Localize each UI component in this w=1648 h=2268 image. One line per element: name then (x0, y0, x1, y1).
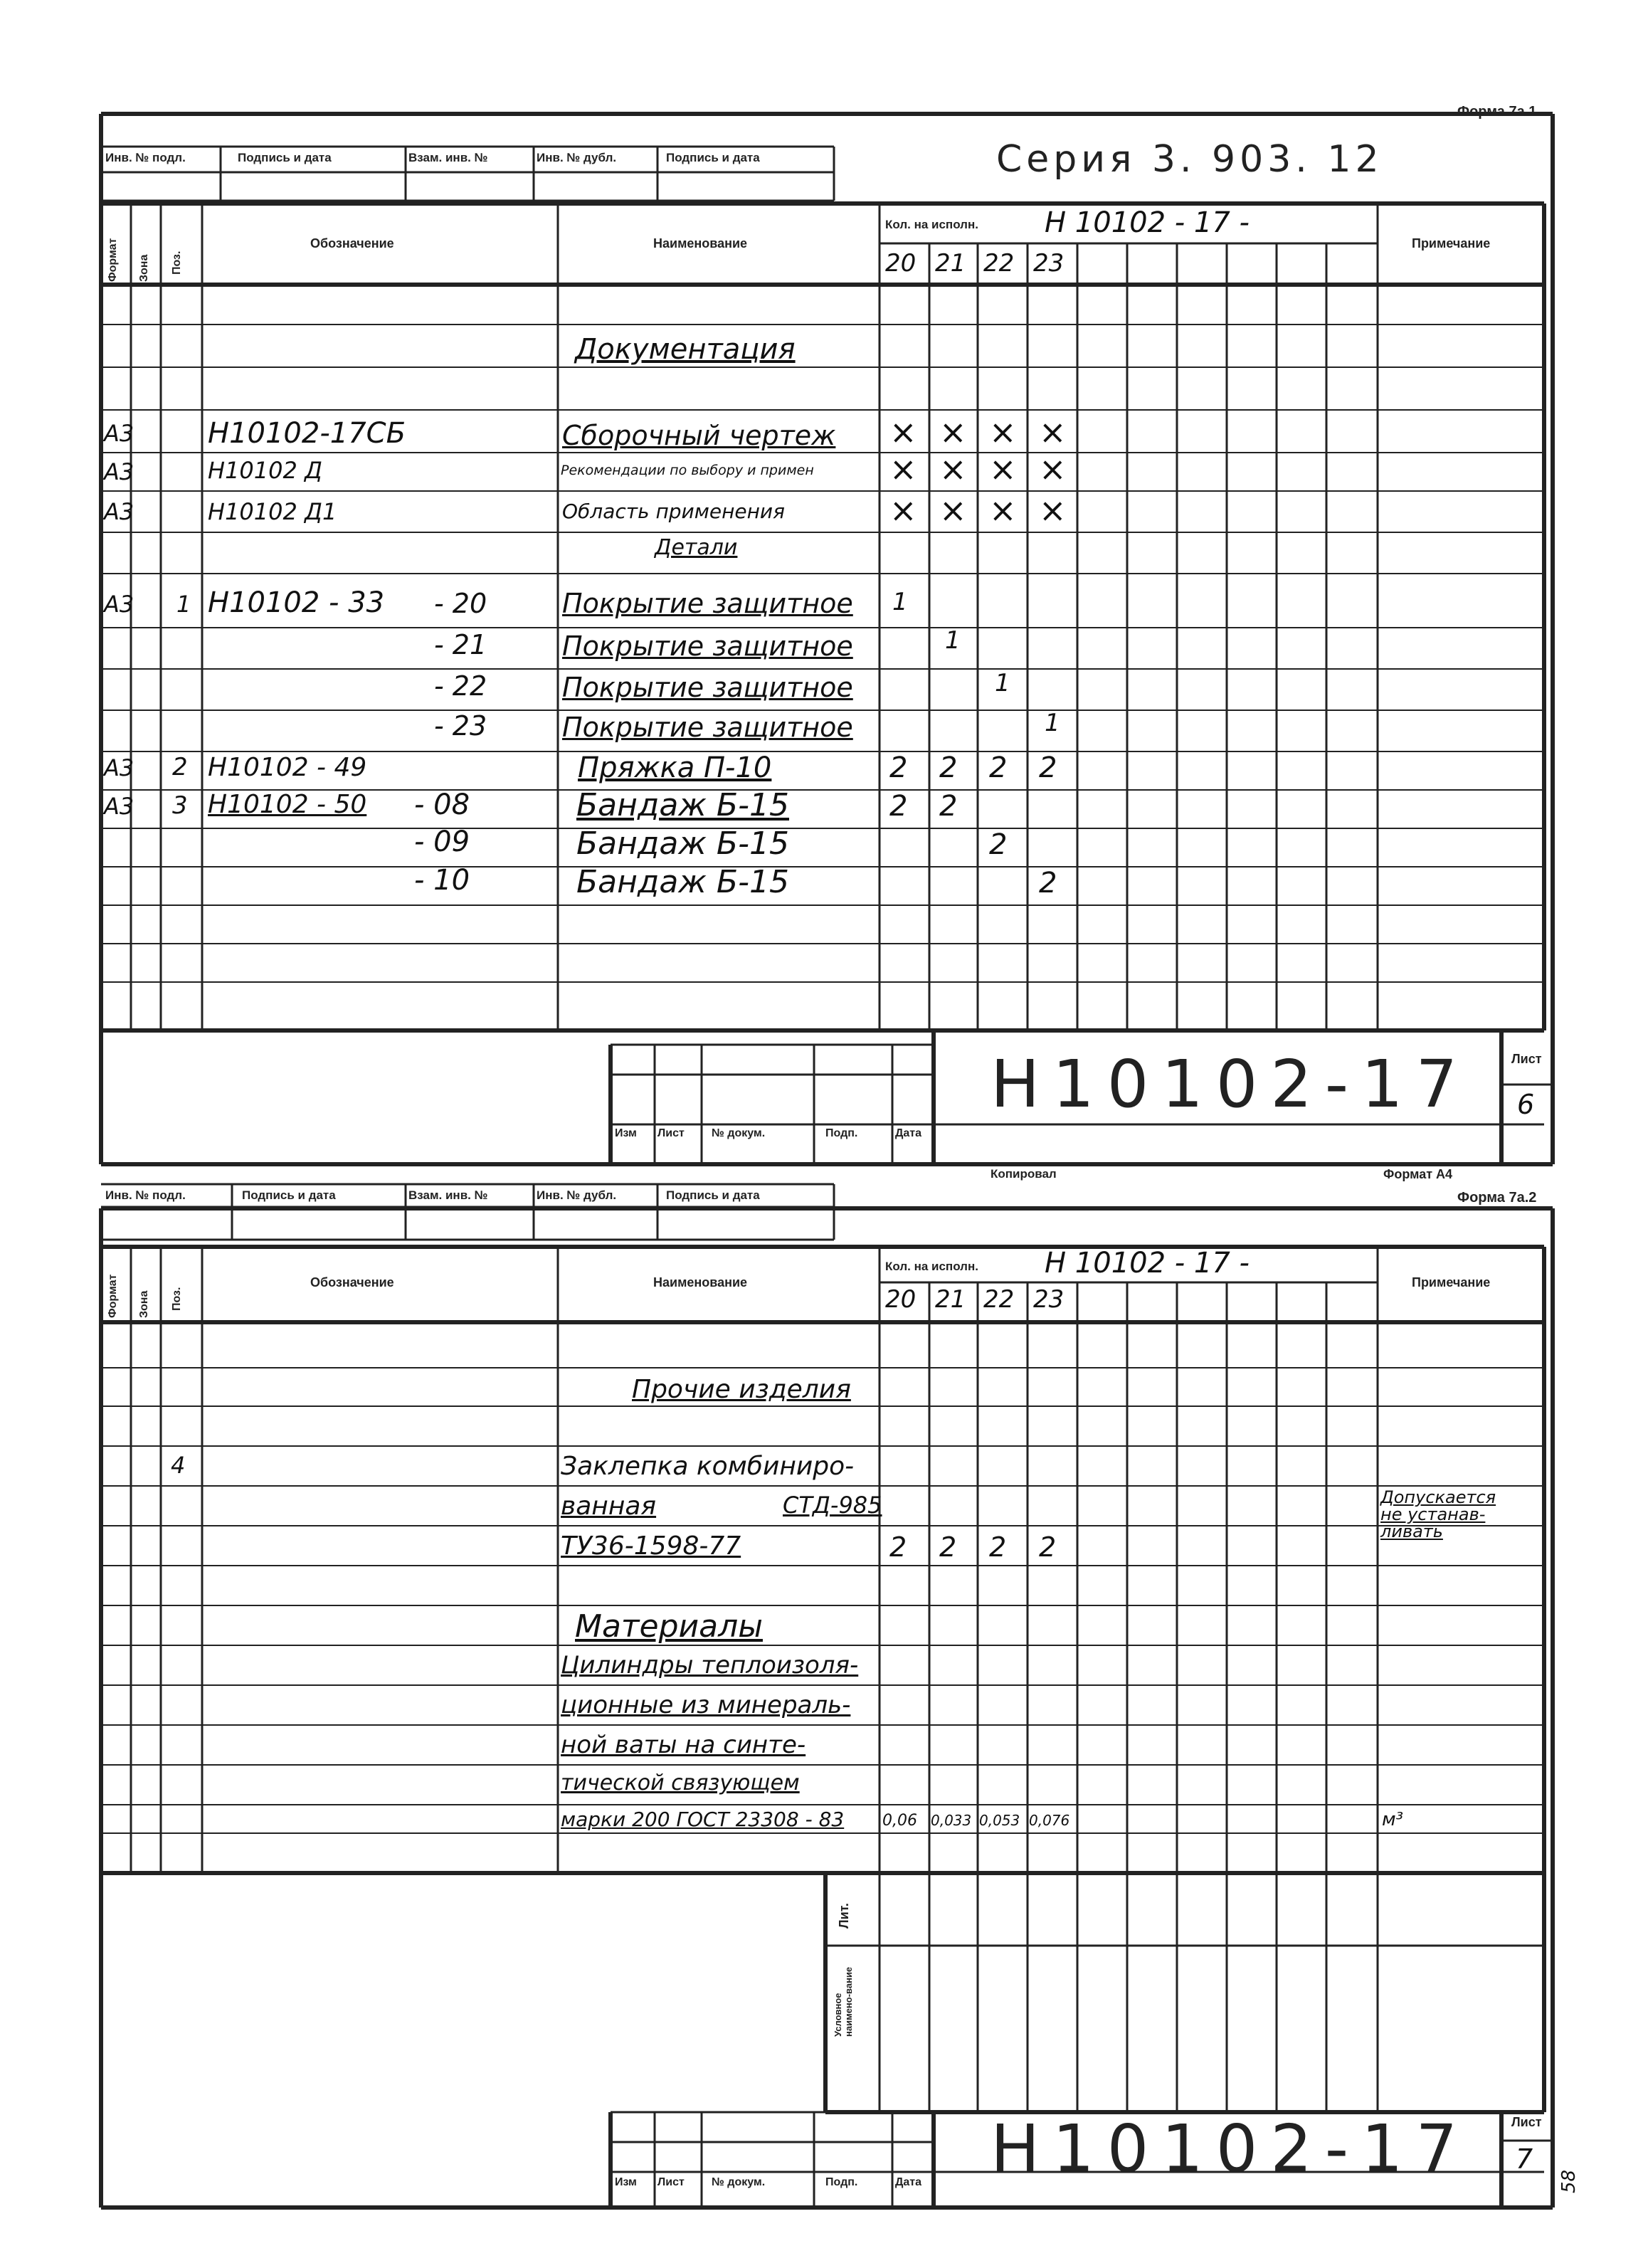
row-suffix: - 22 (434, 670, 487, 702)
row-designation: Н10102 - 33 (208, 586, 385, 619)
material-line: ной ваты на синте- (561, 1731, 806, 1759)
col-zone-header: Зона (138, 1290, 150, 1318)
rivet-note: не устанав- (1380, 1504, 1486, 1524)
qty-label: Кол. на исполн. (885, 218, 978, 231)
doc-number-2: Н10102-17 (991, 2111, 1471, 2187)
tb-izm: Изм (615, 1127, 637, 1139)
row-designation: Н10102 - 50 (208, 790, 367, 819)
qty-code: Н 10102 - 17 - (1045, 206, 1250, 239)
copied-label: Копировал (991, 1167, 1057, 1181)
row-qty: 2 (939, 751, 958, 784)
row-qty: 2 (989, 1531, 1007, 1563)
row-suffix: - 23 (434, 710, 487, 742)
material-line: марки 200 ГОСТ 23308 - 83 (561, 1808, 845, 1831)
row-suffix: - 10 (414, 864, 470, 897)
tb-sign: Подп. (825, 1127, 858, 1139)
sheet-number-2: 7 (1516, 2143, 1533, 2175)
row-qty: 2 (1039, 1531, 1057, 1563)
row-name: Область применения (562, 500, 785, 523)
col-note-header: Примечание (1412, 236, 1491, 250)
col-pos-header: Поз. (171, 1287, 183, 1311)
tb-list: Лист (657, 1127, 685, 1139)
row-qty: × (889, 450, 917, 488)
conditional-name-label: Условное наимено-вание (833, 1966, 854, 2037)
sheet-label-1: Лист (1511, 1052, 1542, 1066)
material-unit: м³ (1382, 1809, 1404, 1830)
material-line: ционные из минераль- (561, 1691, 851, 1719)
qty-code: Н 10102 - 17 - (1045, 1247, 1250, 1280)
row-format: А3 (104, 754, 134, 781)
row-qty: 2 (1039, 751, 1057, 784)
row-suffix: - 20 (434, 588, 487, 619)
row-name: Покрытие защитное (562, 672, 853, 703)
format-a4-label: Формат А4 (1383, 1167, 1453, 1181)
section-other-items: Прочие изделия (632, 1375, 851, 1404)
row-name: Бандаж Б-15 (576, 787, 789, 823)
row-qty: 1 (892, 588, 908, 616)
row-qty: 2 (1039, 867, 1057, 900)
material-line: тической связующем (561, 1771, 800, 1795)
row-qty: × (889, 413, 917, 451)
row-format: А3 (104, 458, 134, 485)
lit-label: Лит. (837, 1903, 851, 1929)
row-qty: × (939, 413, 967, 451)
stamp-header-inv-orig: Инв. № подл. (105, 1188, 186, 1202)
row-qty: × (1039, 413, 1067, 451)
variant-21: 21 (935, 249, 966, 278)
col-designation-header: Обозначение (310, 1275, 394, 1289)
tb-list: Лист (657, 2176, 685, 2188)
row-name: Покрытие защитное (562, 712, 853, 743)
row-qty: × (989, 491, 1017, 529)
tb-date: Дата (895, 2176, 922, 2188)
row-qty: 2 (989, 828, 1008, 861)
stamp-header-inv-dup: Инв. № дубл. (537, 151, 617, 164)
tb-izm: Изм (615, 2176, 637, 2188)
row-qty: 2 (889, 790, 908, 823)
rivet-note: ливать (1380, 1521, 1443, 1541)
row-designation: Н10102 Д1 (208, 498, 337, 525)
row-pos: 4 (171, 1452, 186, 1479)
stamp-header-sign-date-2: Подпись и дата (666, 151, 760, 164)
row-qty: × (1039, 450, 1067, 488)
variant-21: 21 (935, 1285, 966, 1314)
row-qty: × (989, 450, 1017, 488)
variant-23: 23 (1033, 1285, 1065, 1314)
form-label-2: Форма 7а.2 (1457, 1190, 1537, 1206)
material-line: Цилиндры теплоизоля- (561, 1651, 859, 1679)
row-qty: 1 (945, 626, 961, 655)
row-qty: 2 (889, 751, 908, 784)
section-parts: Детали (655, 535, 738, 560)
col-note-header: Примечание (1412, 1275, 1491, 1289)
sheet-number-1: 6 (1517, 1089, 1535, 1120)
row-name: Пряжка П-10 (578, 751, 772, 784)
material-qty: 0,076 (1029, 1812, 1070, 1829)
stamp-header-replace-inv: Взам. инв. № (408, 151, 488, 164)
tb-sign: Подп. (825, 2176, 858, 2188)
stamp-header-inv-orig: Инв. № подл. (105, 151, 186, 164)
rivet-note: Допускается (1380, 1487, 1496, 1507)
row-qty: 2 (889, 1531, 907, 1563)
tb-doc-no: № докум. (712, 1127, 766, 1139)
stamp-header-replace-inv: Взам. инв. № (408, 1188, 488, 1202)
tb-date: Дата (895, 1127, 922, 1139)
row-qty: 2 (939, 1531, 957, 1563)
row-pos: 2 (172, 753, 188, 781)
row-designation: Н10102 - 49 (208, 753, 367, 782)
margin-number: 58 (1558, 2169, 1580, 2193)
material-qty: 0,033 (931, 1812, 972, 1829)
row-name: Покрытие защитное (562, 631, 853, 662)
col-format-header: Формат (107, 1274, 119, 1318)
row-suffix: - 09 (414, 826, 470, 858)
col-format-header: Формат (107, 238, 119, 282)
row-format: А3 (104, 793, 134, 820)
variant-20: 20 (885, 249, 917, 278)
row-name: Сборочный чертеж (562, 420, 836, 451)
col-name-header: Наименование (653, 1275, 748, 1289)
rivet-tu: ТУ36-1598-77 (561, 1531, 741, 1561)
stamp-header-sign-date-2: Подпись и дата (666, 1188, 760, 1202)
row-format: А3 (104, 591, 134, 618)
row-pos: 3 (172, 791, 188, 820)
row-designation: Н10102-17СБ (208, 417, 406, 450)
variant-22: 22 (983, 249, 1015, 278)
row-suffix: - 08 (414, 788, 470, 821)
variant-20: 20 (885, 1285, 917, 1314)
row-name: Бандаж Б-15 (576, 826, 789, 862)
rivet-name-line1: Заклепка комбиниро- (561, 1452, 855, 1481)
row-suffix: - 21 (434, 629, 487, 660)
row-qty: 1 (995, 669, 1010, 697)
row-format: А3 (104, 420, 134, 447)
material-qty: 0,053 (979, 1812, 1020, 1829)
row-format: А3 (104, 498, 134, 525)
row-qty: × (1039, 491, 1067, 529)
rivet-standard: СТД-985 (783, 1492, 882, 1519)
row-qty: 1 (1045, 709, 1060, 737)
qty-label: Кол. на исполн. (885, 1260, 978, 1273)
form-label-1: Форма 7а.1 (1457, 104, 1537, 120)
row-name: Бандаж Б-15 (576, 864, 789, 900)
row-qty: × (989, 413, 1017, 451)
col-name-header: Наименование (653, 236, 748, 250)
row-qty: × (889, 491, 917, 529)
stamp-header-sign-date: Подпись и дата (238, 151, 332, 164)
stamp-header-sign-date: Подпись и дата (242, 1188, 336, 1202)
row-qty: × (939, 491, 967, 529)
doc-number-1: Н10102-17 (991, 1046, 1471, 1122)
row-name: Рекомендации по выбору и примен (561, 463, 814, 478)
section-materials: Материалы (575, 1608, 763, 1645)
row-pos: 1 (176, 591, 191, 618)
rivet-name-line2: ванная (561, 1492, 657, 1521)
row-qty: 2 (939, 790, 958, 823)
row-qty: × (939, 450, 967, 488)
variant-22: 22 (983, 1285, 1015, 1314)
section-documentation: Документация (575, 333, 796, 366)
material-qty: 0,06 (882, 1812, 917, 1830)
col-designation-header: Обозначение (310, 236, 394, 250)
row-qty: 2 (989, 751, 1008, 784)
stamp-header-inv-dup: Инв. № дубл. (537, 1188, 617, 1202)
row-name: Покрытие защитное (562, 588, 853, 619)
sheet-label-2: Лист (1511, 2115, 1542, 2129)
col-pos-header: Поз. (171, 250, 183, 275)
col-zone-header: Зона (138, 254, 150, 282)
row-designation: Н10102 Д (208, 457, 323, 484)
variant-23: 23 (1033, 249, 1065, 278)
series-title: Серия 3. 903. 12 (996, 138, 1383, 181)
tb-doc-no: № докум. (712, 2176, 766, 2188)
